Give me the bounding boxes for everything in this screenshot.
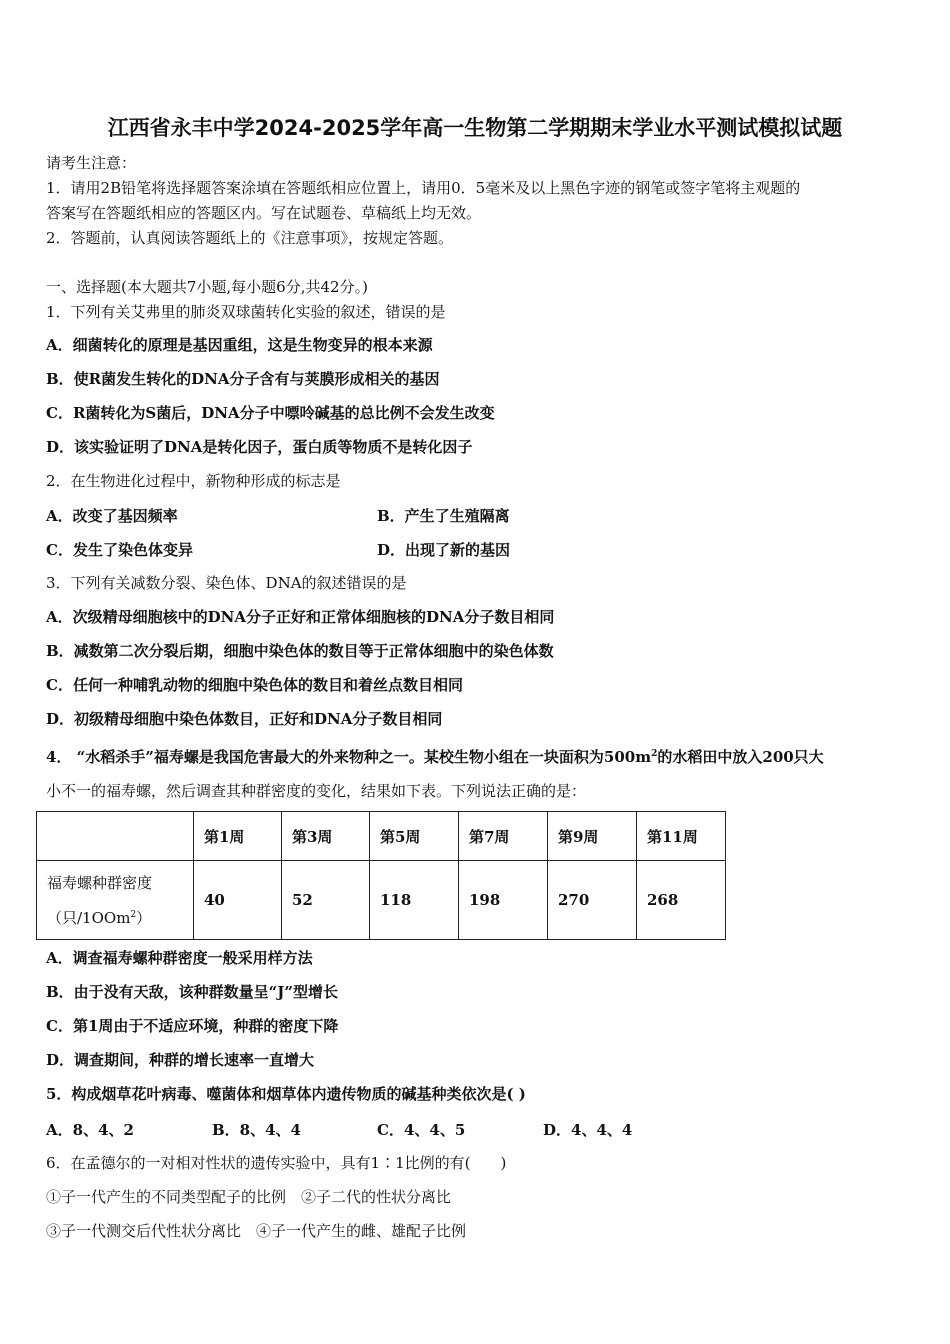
page-title: 江西省永丰中学2024-2025学年高一生物第二学期期末学业水平测试模拟试题 [107, 116, 843, 140]
table-cell: 118 [370, 861, 459, 940]
q3-option-b: B．减数第二次分裂后期，细胞中染色体的数目等于正常体细胞中的染色体数 [46, 642, 554, 660]
table-header-cell: 第11周 [637, 812, 726, 861]
q1-stem: 1．下列有关艾弗里的肺炎双球菌转化实验的叙述，错误的是 [46, 303, 446, 321]
table-header-cell: 第5周 [370, 812, 459, 861]
q6-stem: 6．在孟德尔的一对相对性状的遗传实验中，具有1∶1比例的有( ) [46, 1154, 507, 1172]
table-header-cell: 第7周 [459, 812, 548, 861]
table-header-cell: 第3周 [282, 812, 370, 861]
q5-option-c: C．4、4、5 [377, 1121, 466, 1139]
q4-option-c: C．第1周由于不适应环境，种群的密度下降 [46, 1017, 339, 1035]
density-table [36, 811, 726, 940]
table-cell: 270 [548, 861, 637, 940]
q3-option-d: D．初级精母细胞中染色体数目，正好和DNA分子数目相同 [46, 710, 443, 728]
row-label-sup: 2 [130, 909, 137, 920]
table-header-cell: 第1周 [194, 812, 282, 861]
q5-option-b: B．8、4、4 [212, 1121, 301, 1139]
q2-option-a: A．改变了基因频率 [46, 507, 178, 525]
table-header-cell: 第9周 [548, 812, 637, 861]
q6-item-line1: ①子一代产生的不同类型配子的比例 ②子二代的性状分离比 [46, 1188, 452, 1206]
q1-option-c: C．R菌转化为S菌后，DNA分子中嘌呤碱基的总比例不会发生改变 [46, 404, 495, 422]
q1-option-b: B．使R菌发生转化的DNA分子含有与荚膜形成相关的基因 [46, 370, 440, 388]
q4-stem-post: 的水稻田中放入200只大 [657, 748, 824, 766]
notice-item-2: 2．答题前，认真阅读答题纸上的《注意事项》，按规定答题。 [46, 229, 454, 247]
q1-option-d: D．该实验证明了DNA是转化因子，蛋白质等物质不是转化因子 [46, 438, 473, 456]
q3-option-a: A．次级精母细胞核中的DNA分子正好和正常体细胞核的DNA分子数目相同 [46, 608, 555, 626]
q6-item-line2: ③子一代测交后代性状分离比 ④子一代产生的雌、雄配子比例 [46, 1222, 467, 1240]
row-label-close: ） [136, 908, 152, 927]
table-cell: 268 [637, 861, 726, 940]
q2-option-c: C．发生了染色体变异 [46, 541, 193, 559]
q4-option-b: B．由于没有天敌，该种群数量呈“J”型增长 [46, 983, 339, 1001]
q4-option-d: D．调查期间，种群的增长速率一直增大 [46, 1051, 315, 1069]
table-cell: 52 [282, 861, 370, 940]
notice-item-1-cont: 答案写在答题纸相应的答题区内。写在试题卷、草稿纸上均无效。 [46, 204, 482, 222]
q4-stem-line2: 小不一的福寿螺，然后调查其种群密度的变化，结果如下表。下列说法正确的是： [46, 782, 587, 800]
q3-option-c: C．任何一种哺乳动物的细胞中染色体的数目和着丝点数目相同 [46, 676, 463, 694]
q5-option-a: A．8、4、2 [46, 1121, 134, 1139]
q2-option-b: B．产生了生殖隔离 [377, 507, 510, 525]
q5-option-d: D．4、4、4 [543, 1121, 633, 1139]
notice-heading: 请考生注意： [46, 154, 137, 172]
section-heading: 一、选择题(本大题共7小题,每小题6分,共42分。) [46, 278, 368, 296]
q4-option-a: A．调查福寿螺种群密度一般采用样方法 [46, 949, 313, 967]
q3-stem: 3．下列有关减数分裂、染色体、DNA的叙述错误的是 [46, 574, 407, 592]
q4-stem-line1 [46, 744, 824, 767]
table-cell: 40 [194, 861, 282, 940]
row-label-line1: 福寿螺种群密度 [47, 873, 153, 892]
q5-stem: 5．构成烟草花叶病毒、噬菌体和烟草体内遗传物质的碱基种类依次是( ) [46, 1085, 526, 1103]
table-row [37, 861, 726, 940]
q1-option-a: A．细菌转化的原理是基因重组，这是生物变异的根本来源 [46, 336, 433, 354]
q2-option-d: D．出现了新的基因 [377, 541, 511, 559]
table-header-row [37, 812, 726, 861]
table-row-label [37, 861, 194, 940]
q4-stem-pre: 4． “水稻杀手”福寿螺是我国危害最大的外来物种之一。某校生物小组在一块面积为500m [46, 748, 652, 766]
table-cell: 198 [459, 861, 548, 940]
notice-item-1: 1．请用2B铅笔将选择题答案涂填在答题纸相应位置上，请用0．5毫米及以上黑色字迹的钢笔或签字笔将主观题的 [46, 179, 801, 197]
q4-stem-sup: 2 [651, 749, 658, 759]
row-label-line2 [47, 899, 183, 934]
q2-stem: 2．在生物进化过程中，新物种形成的标志是 [46, 472, 341, 490]
table-header-cell [37, 812, 194, 861]
row-label-unit: （只/1OOm [47, 908, 131, 927]
